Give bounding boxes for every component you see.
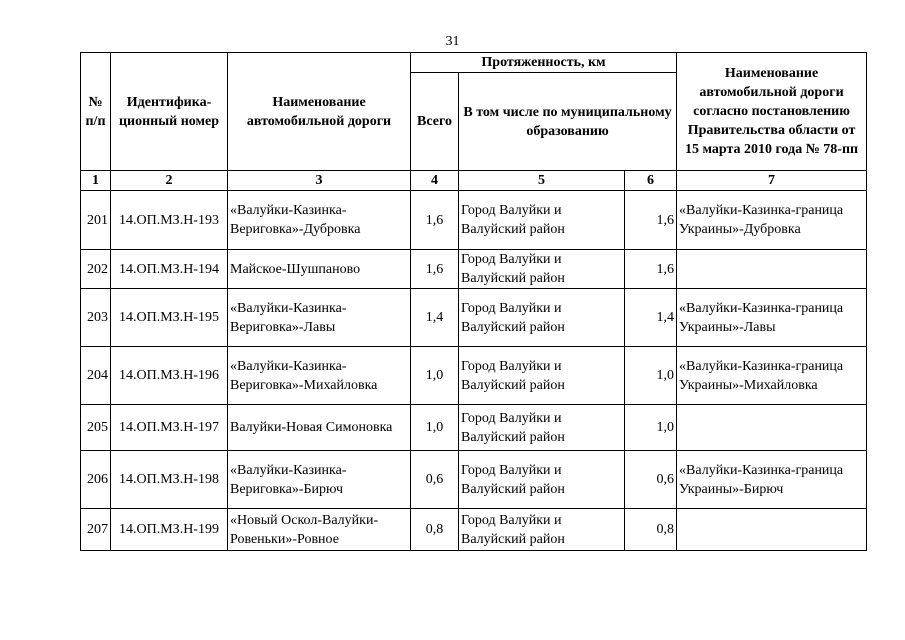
total-length-cell: 0,6 <box>411 451 459 509</box>
header-municipality: В том числе по муниципальному образованию <box>459 73 677 171</box>
column-number: 6 <box>625 171 677 191</box>
decree-name-cell <box>677 250 867 289</box>
decree-name-cell: «Валуйки-Казинка-граница Украины»-Михайловка <box>677 347 867 405</box>
column-number: 5 <box>459 171 625 191</box>
column-number-row <box>81 171 867 191</box>
road-name-cell: «Валуйки-Казинка-Вериговка»-Лавы <box>228 289 411 347</box>
table-row <box>81 250 867 289</box>
road-name-cell: «Валуйки-Казинка-Вериговка»-Дубровка <box>228 191 411 250</box>
decree-name-cell <box>677 405 867 451</box>
road-name-cell: «Новый Оскол-Валуйки-Ровеньки»-Ровное <box>228 509 411 551</box>
column-number: 2 <box>111 171 228 191</box>
row-number: 204 <box>81 347 111 405</box>
municipality-length-cell: 1,0 <box>625 347 677 405</box>
identifier-cell: 14.ОП.МЗ.Н-198 <box>111 451 228 509</box>
municipality-length-cell: 0,6 <box>625 451 677 509</box>
municipality-length-cell: 0,8 <box>625 509 677 551</box>
column-number: 1 <box>81 171 111 191</box>
header-decree-name: Наименование автомобильной дороги согласно постановлению Правительства области от 15 марта 2010 года № 78-пп <box>677 53 867 171</box>
identifier-cell: 14.ОП.МЗ.Н-199 <box>111 509 228 551</box>
municipality-cell: Город Валуйки и Валуйский район <box>459 250 625 289</box>
column-number: 7 <box>677 171 867 191</box>
identifier-cell: 14.ОП.МЗ.Н-197 <box>111 405 228 451</box>
page-number: 31 <box>445 34 460 49</box>
row-number: 206 <box>81 451 111 509</box>
total-length-cell: 1,6 <box>411 250 459 289</box>
total-length-cell: 1,0 <box>411 405 459 451</box>
municipality-length-cell: 1,6 <box>625 191 677 250</box>
table-row <box>81 405 867 451</box>
road-name-cell: «Валуйки-Казинка-Вериговка»-Бирюч <box>228 451 411 509</box>
table-row <box>81 191 867 250</box>
municipality-length-cell: 1,4 <box>625 289 677 347</box>
municipality-cell: Город Валуйки и Валуйский район <box>459 347 625 405</box>
total-length-cell: 1,6 <box>411 191 459 250</box>
table-row <box>81 289 867 347</box>
row-number: 205 <box>81 405 111 451</box>
header-road-name: Наименование автомобильной дороги <box>228 53 411 171</box>
total-length-cell: 1,4 <box>411 289 459 347</box>
header-total: Всего <box>411 73 459 171</box>
road-name-cell: Валуйки-Новая Симоновка <box>228 405 411 451</box>
column-number: 4 <box>411 171 459 191</box>
municipality-length-cell: 1,0 <box>625 405 677 451</box>
row-number: 202 <box>81 250 111 289</box>
municipality-length-cell: 1,6 <box>625 250 677 289</box>
row-number: 207 <box>81 509 111 551</box>
header-length-group: Протяженность, км <box>411 53 677 73</box>
municipality-cell: Город Валуйки и Валуйский район <box>459 191 625 250</box>
row-number: 201 <box>81 191 111 250</box>
decree-name-cell: «Валуйки-Казинка-граница Украины»-Лавы <box>677 289 867 347</box>
municipality-cell: Город Валуйки и Валуйский район <box>459 405 625 451</box>
row-number: 203 <box>81 289 111 347</box>
table-row <box>81 451 867 509</box>
identifier-cell: 14.ОП.МЗ.Н-196 <box>111 347 228 405</box>
road-name-cell: «Валуйки-Казинка-Вериговка»-Михайловка <box>228 347 411 405</box>
decree-name-cell: «Валуйки-Казинка-граница Украины»-Дубровка <box>677 191 867 250</box>
decree-name-cell: «Валуйки-Казинка-граница Украины»-Бирюч <box>677 451 867 509</box>
decree-name-cell <box>677 509 867 551</box>
table-row <box>81 347 867 405</box>
header-row-number: № п/п <box>81 53 111 171</box>
header-identifier: Идентифика- ционный номер <box>111 53 228 171</box>
roads-table <box>80 52 867 551</box>
total-length-cell: 0,8 <box>411 509 459 551</box>
identifier-cell: 14.ОП.МЗ.Н-195 <box>111 289 228 347</box>
municipality-cell: Город Валуйки и Валуйский район <box>459 451 625 509</box>
municipality-cell: Город Валуйки и Валуйский район <box>459 289 625 347</box>
municipality-cell: Город Валуйки и Валуйский район <box>459 509 625 551</box>
table-row <box>81 509 867 551</box>
identifier-cell: 14.ОП.МЗ.Н-193 <box>111 191 228 250</box>
identifier-cell: 14.ОП.МЗ.Н-194 <box>111 250 228 289</box>
road-name-cell: Майское-Шушпаново <box>228 250 411 289</box>
total-length-cell: 1,0 <box>411 347 459 405</box>
column-number: 3 <box>228 171 411 191</box>
